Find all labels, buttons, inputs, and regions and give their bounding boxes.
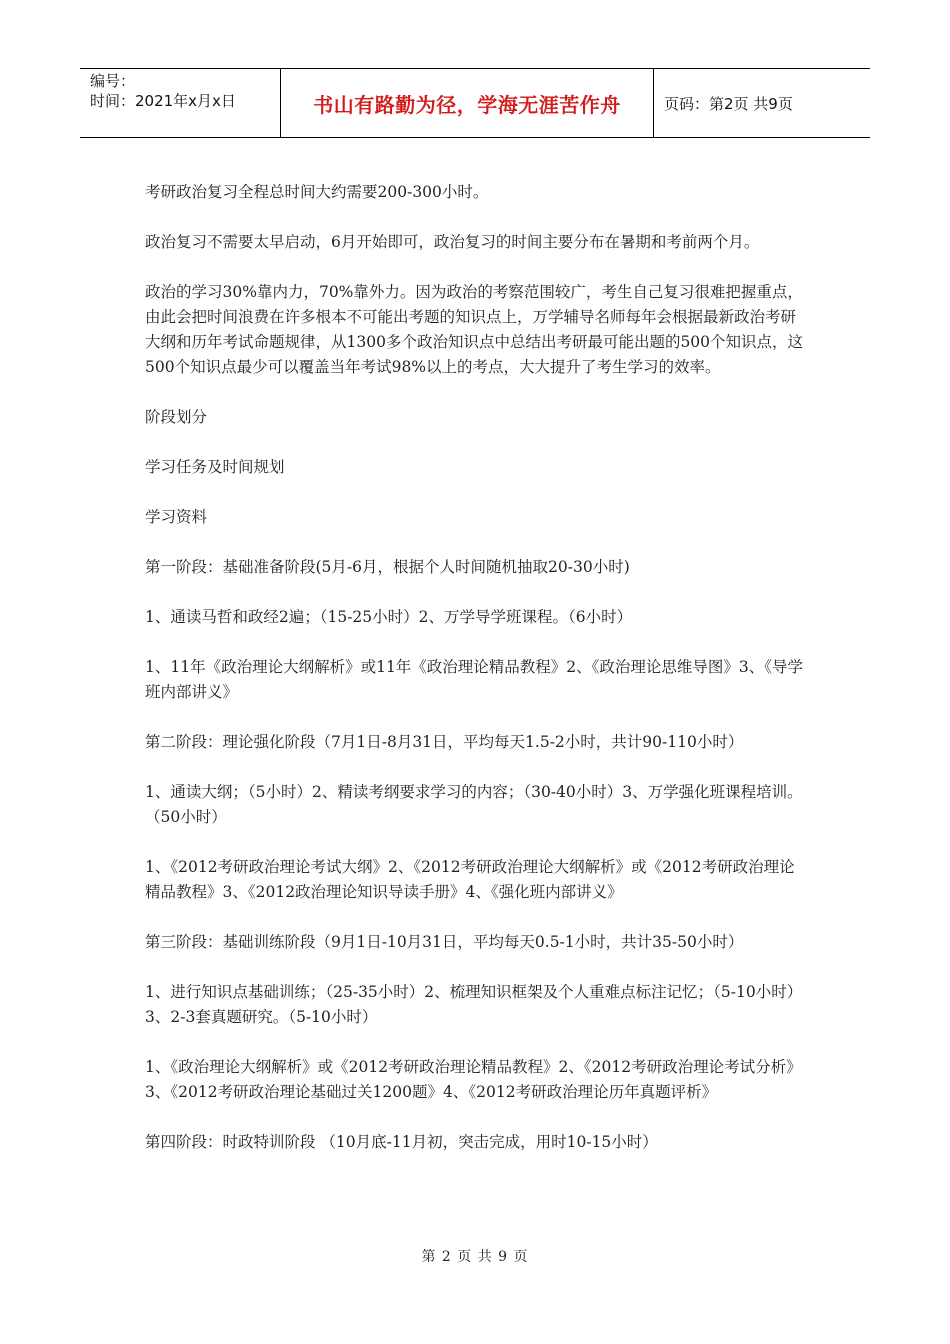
stage-heading: 第四阶段：时政特训阶段 （10月底-11月初，突击完成，用时10-15小时） [145,1133,658,1151]
page-header [80,68,870,138]
section-heading: 阶段划分 [145,408,208,426]
paragraph: 1、进行知识点基础训练；（25-35小时）2、梳理知识框架及个人重难点标注记忆；（5-10小时）3、2-3套真题研究。（5-10小时） [145,983,803,1026]
paragraph: 1、通读大纲；（5小时）2、精读考纲要求学习的内容；（30-40小时）3、万学强化班课程培训。（50小时） [145,783,803,826]
stage-heading: 第二阶段：理论强化阶段（7月1日-8月31日，平均每天1.5-2小时，共计90-110小时） [145,733,744,751]
header-meta [80,69,281,137]
header-motto: 书山有路勤为径，学海无涯苦作舟 [281,69,654,137]
document-body [145,180,810,1180]
time-label: 时间：2021年x月x日 [90,92,236,110]
paragraph: 1、《政治理论大纲解析》或《2012考研政治理论精品教程》2、《2012考研政治理论考试分析》3、《2012考研政治理论基础过关1200题》4、《2012考研政治理论历年真题评析》 [145,1058,802,1101]
paragraph: 1、通读马哲和政经2遍；（15-25小时）2、万学导学班课程。（6小时） [145,608,633,626]
stage-heading: 第一阶段：基础准备阶段(5月-6月，根据个人时间随机抽取20-30小时) [145,558,630,576]
section-heading: 学习资料 [145,508,208,526]
paragraph: 政治复习不需要太早启动，6月开始即可，政治复习的时间主要分布在暑期和考前两个月。 [145,233,760,251]
paragraph: 政治的学习30%靠内力，70%靠外力。因为政治的考察范围较广，考生自己复习很难把握重点，由此会把时间浪费在许多根本不可能出考题的知识点上，万学辅导名师每年会根据最新政治考研大纲和历年考试命题规律，从1300多个政治知识点中总结出考研最可能出题的500个知识点，这500个知识点最少可以覆盖当年考试98%以上的考点，大大提升了考生学习的效率。 [145,283,804,376]
paragraph: 考研政治复习全程总时间大约需要200-300小时。 [145,183,489,201]
number-label: 编号： [90,72,136,90]
section-heading: 学习任务及时间规划 [145,458,285,476]
paragraph: 1、《2012考研政治理论考试大纲》2、《2012考研政治理论大纲解析》或《2012考研政治理论精品教程》3、《2012政治理论知识导读手册》4、《强化班内部讲义》 [145,858,795,901]
stage-heading: 第三阶段：基础训练阶段（9月1日-10月31日，平均每天0.5-1小时，共计35-50小时） [145,933,744,951]
paragraph: 1、11年《政治理论大纲解析》或11年《政治理论精品教程》2、《政治理论思维导图》3、《导学班内部讲义》 [145,658,804,701]
page-footer: 第 2 页 共 9 页 [421,1249,529,1265]
header-page-label: 页码：第2页 共9页 [664,94,793,113]
